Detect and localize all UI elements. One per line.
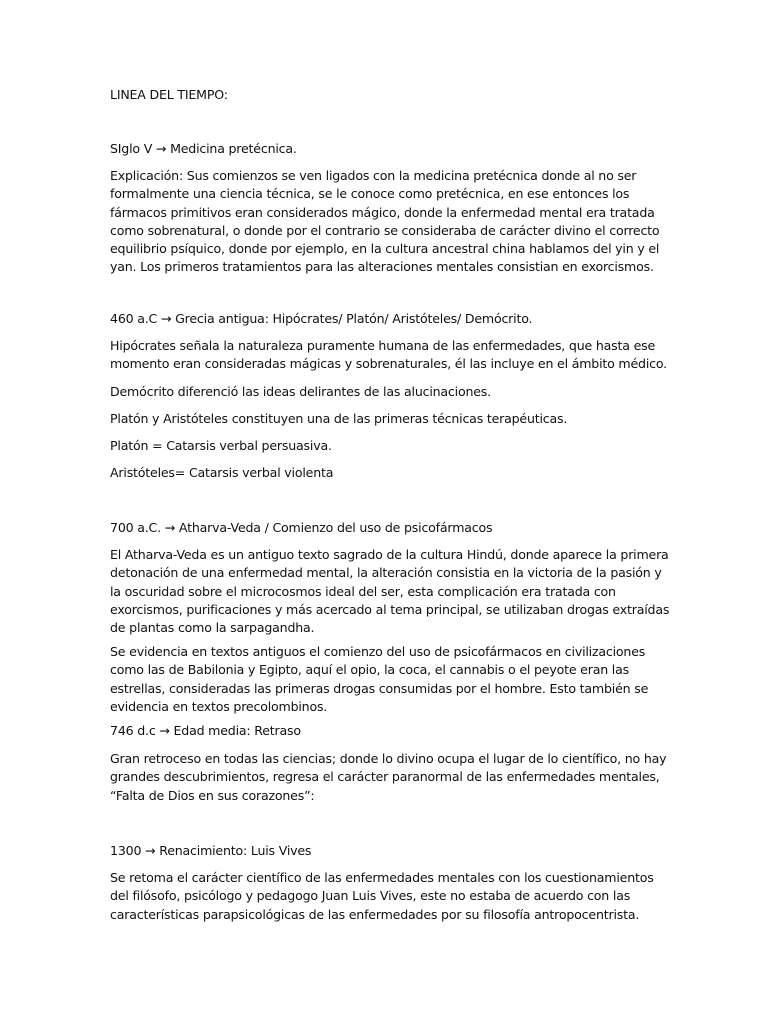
timeline-paragraph: Aristóteles= Catarsis verbal violenta	[110, 465, 334, 480]
timeline-paragraph: Demócrito diferenció las ideas delirantes de las alucinaciones.	[110, 384, 491, 399]
timeline-paragraph: Platón = Catarsis verbal persuasiva.	[110, 438, 332, 453]
timeline-paragraph: Platón y Aristóteles constituyen una de las primeras técnicas terapéuticas.	[110, 411, 568, 426]
timeline-heading-1300: 1300 → Renacimiento: Luis Vives	[110, 843, 312, 858]
timeline-paragraph: Gran retroceso en todas las ciencias; donde lo divino ocupa el lugar de lo científico, no hay grandes descubrimientos, regresa el carácter paranormal de las enfermedades mentales, “Falta de Dios en sus corazones”:	[110, 751, 667, 803]
timeline-heading-746-dc: 746 d.c → Edad media: Retraso	[110, 723, 301, 738]
timeline-paragraph: Explicación: Sus comienzos se ven ligados con la medicina pretécnica donde al no ser formalmente una ciencia técnica, se le conoce como pretécnica, en ese entonces los fármacos primitivos eran considerados mágico, donde la enfermedad mental era tratada como sobrenatural, o donde por el contrario se consideraba de carácter divino el correcto equilibrio psíquico, donde por ejemplo, en la cultura ancestral china hablamos del yin y el yan. Los primeros tratamientos para las alteraciones mentales consistian en exorcismos.	[110, 168, 660, 275]
timeline-paragraph: Se retoma el carácter científico de las enfermedades mentales con los cuestionamientos del filósofo, psicólogo y pedagogo Juan Luis Vives, este no estaba de acuerdo con las características parapsicológicas de las enfermedades por su filosofía antropocentrista.	[110, 870, 654, 922]
timeline-paragraph: El Atharva-Veda es un antiguo texto sagrado de la cultura Hindú, donde aparece la primera detonación de una enfermedad mental, la alteración consistia en la victoria de la pasión y la oscuridad sobre el microcosmos ideal del ser, esta complicación era tratada con exorcismos, purificaciones y más acercado al tema principal, se utilizaban drogas extraídas de plantas como la sarpagandha.	[110, 547, 670, 636]
timeline-heading-siglo-v: SIglo V → Medicina pretécnica.	[110, 141, 297, 156]
timeline-paragraph: Se evidencia en textos antiguos el comienzo del uso de psicofármacos en civilizaciones como las de Babilonia y Egipto, aquí el opio, la coca, el cannabis o el peyote eran las estrellas, consideradas las primeras drogas consumidas por el hombre. Esto también se evidencia en textos precolombinos.	[110, 644, 649, 714]
timeline-paragraph: Hipócrates señala la naturaleza puramente humana de las enfermedades, que hasta ese momento eran consideradas mágicas y sobrenaturales, él las incluye en el ámbito médico.	[110, 338, 667, 372]
timeline-heading-460-ac: 460 a.C → Grecia antigua: Hipócrates/ Platón/ Aristóteles/ Demócrito.	[110, 311, 533, 326]
document-title: LINEA DEL TIEMPO:	[110, 87, 228, 102]
timeline-heading-700-ac: 700 a.C. → Atharva-Veda / Comienzo del uso de psicofármacos	[110, 520, 493, 535]
